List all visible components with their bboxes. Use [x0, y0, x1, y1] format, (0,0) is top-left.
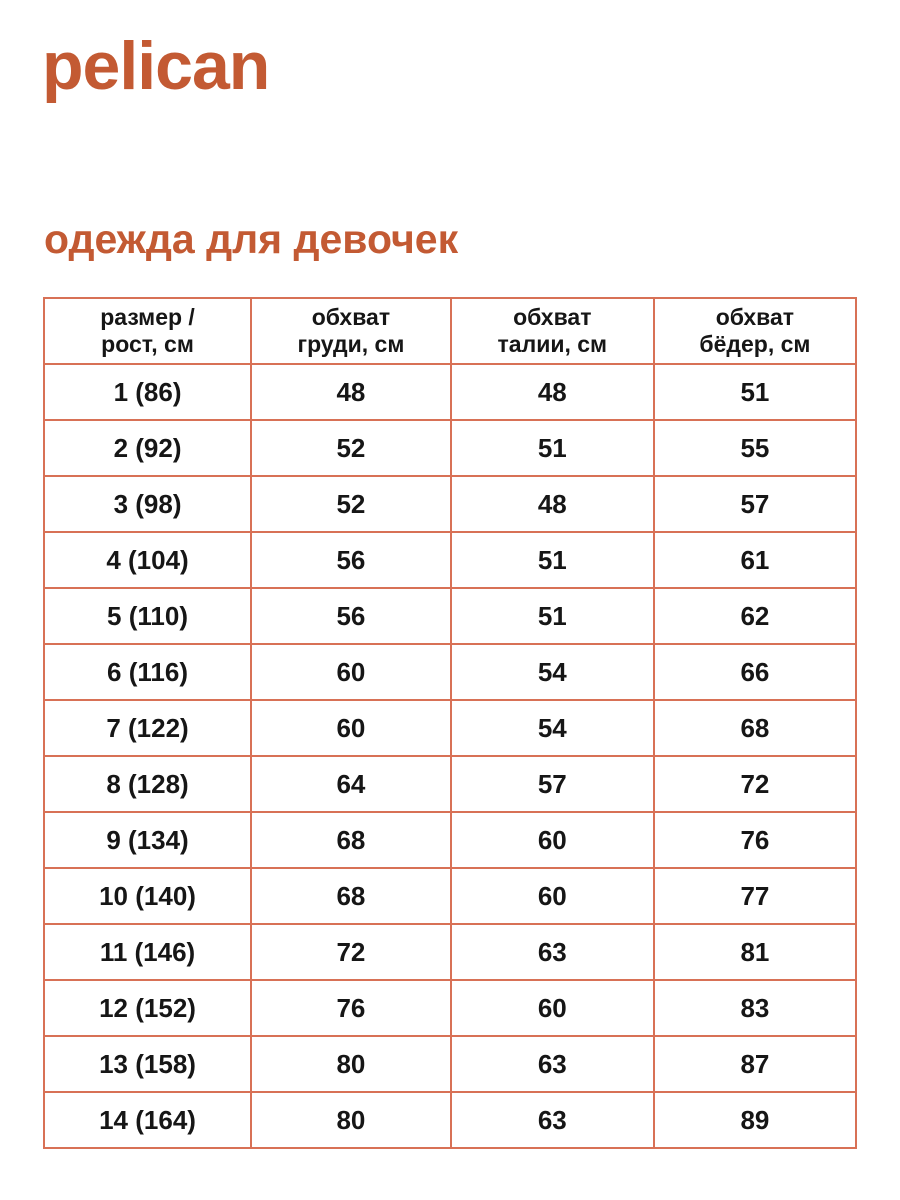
- cell-waist: 51: [451, 532, 654, 588]
- cell-waist: 60: [451, 868, 654, 924]
- cell-hips: 61: [654, 532, 856, 588]
- cell-size: 2 (92): [44, 420, 251, 476]
- cell-size: 11 (146): [44, 924, 251, 980]
- table-row: [44, 1092, 856, 1148]
- cell-hips: 89: [654, 1092, 856, 1148]
- col-header-hips-line2: бёдер, см: [699, 331, 811, 357]
- cell-size: 13 (158): [44, 1036, 251, 1092]
- cell-waist: 54: [451, 700, 654, 756]
- cell-waist: 48: [451, 476, 654, 532]
- table-row: [44, 756, 856, 812]
- cell-size: 8 (128): [44, 756, 251, 812]
- table-row: [44, 588, 856, 644]
- col-header-waist-line2: талии, см: [497, 331, 608, 357]
- col-header-waist: [451, 298, 654, 364]
- col-header-chest-line2: груди, см: [297, 331, 405, 357]
- cell-chest: 72: [251, 924, 451, 980]
- cell-waist: 54: [451, 644, 654, 700]
- col-header-waist-line1: обхват: [513, 304, 592, 330]
- cell-hips: 76: [654, 812, 856, 868]
- cell-chest: 48: [251, 364, 451, 420]
- cell-chest: 56: [251, 532, 451, 588]
- cell-waist: 60: [451, 812, 654, 868]
- cell-waist: 63: [451, 1036, 654, 1092]
- cell-waist: 60: [451, 980, 654, 1036]
- size-table-body: [44, 364, 856, 1148]
- cell-size: 1 (86): [44, 364, 251, 420]
- col-header-size: [44, 298, 251, 364]
- cell-size: 4 (104): [44, 532, 251, 588]
- cell-size: 6 (116): [44, 644, 251, 700]
- col-header-chest-line1: обхват: [311, 304, 391, 330]
- cell-hips: 81: [654, 924, 856, 980]
- cell-size: 3 (98): [44, 476, 251, 532]
- size-table: [43, 297, 857, 1149]
- col-header-hips-line1: обхват: [715, 304, 795, 330]
- table-row: [44, 1036, 856, 1092]
- table-row: [44, 924, 856, 980]
- col-header-size-line1: размер /: [100, 304, 195, 330]
- cell-size: 5 (110): [44, 588, 251, 644]
- col-header-hips: [654, 298, 856, 364]
- cell-chest: 60: [251, 644, 451, 700]
- size-table-header: [44, 298, 856, 364]
- cell-chest: 68: [251, 812, 451, 868]
- table-row: [44, 364, 856, 420]
- cell-size: 7 (122): [44, 700, 251, 756]
- header-row: [44, 298, 856, 364]
- cell-size: 9 (134): [44, 812, 251, 868]
- cell-chest: 60: [251, 700, 451, 756]
- brand-logo: pelican: [42, 28, 270, 104]
- cell-size: 12 (152): [44, 980, 251, 1036]
- cell-hips: 77: [654, 868, 856, 924]
- cell-waist: 51: [451, 420, 654, 476]
- table-row: [44, 476, 856, 532]
- cell-hips: 87: [654, 1036, 856, 1092]
- cell-chest: 52: [251, 420, 451, 476]
- cell-hips: 72: [654, 756, 856, 812]
- table-row: [44, 868, 856, 924]
- cell-size: 10 (140): [44, 868, 251, 924]
- cell-chest: 56: [251, 588, 451, 644]
- cell-hips: 62: [654, 588, 856, 644]
- cell-hips: 66: [654, 644, 856, 700]
- cell-hips: 68: [654, 700, 856, 756]
- cell-chest: 68: [251, 868, 451, 924]
- table-row: [44, 532, 856, 588]
- col-header-size-line2: рост, см: [101, 331, 194, 357]
- cell-waist: 51: [451, 588, 654, 644]
- table-row: [44, 980, 856, 1036]
- cell-hips: 57: [654, 476, 856, 532]
- table-row: [44, 420, 856, 476]
- cell-waist: 48: [451, 364, 654, 420]
- cell-chest: 52: [251, 476, 451, 532]
- cell-size: 14 (164): [44, 1092, 251, 1148]
- table-row: [44, 812, 856, 868]
- cell-chest: 76: [251, 980, 451, 1036]
- cell-hips: 55: [654, 420, 856, 476]
- table-row: [44, 644, 856, 700]
- cell-waist: 63: [451, 924, 654, 980]
- col-header-chest: [251, 298, 451, 364]
- cell-chest: 80: [251, 1036, 451, 1092]
- cell-waist: 57: [451, 756, 654, 812]
- cell-chest: 64: [251, 756, 451, 812]
- cell-waist: 63: [451, 1092, 654, 1148]
- cell-hips: 51: [654, 364, 856, 420]
- cell-hips: 83: [654, 980, 856, 1036]
- cell-chest: 80: [251, 1092, 451, 1148]
- table-row: [44, 700, 856, 756]
- page-title: одежда для девочек: [44, 216, 459, 262]
